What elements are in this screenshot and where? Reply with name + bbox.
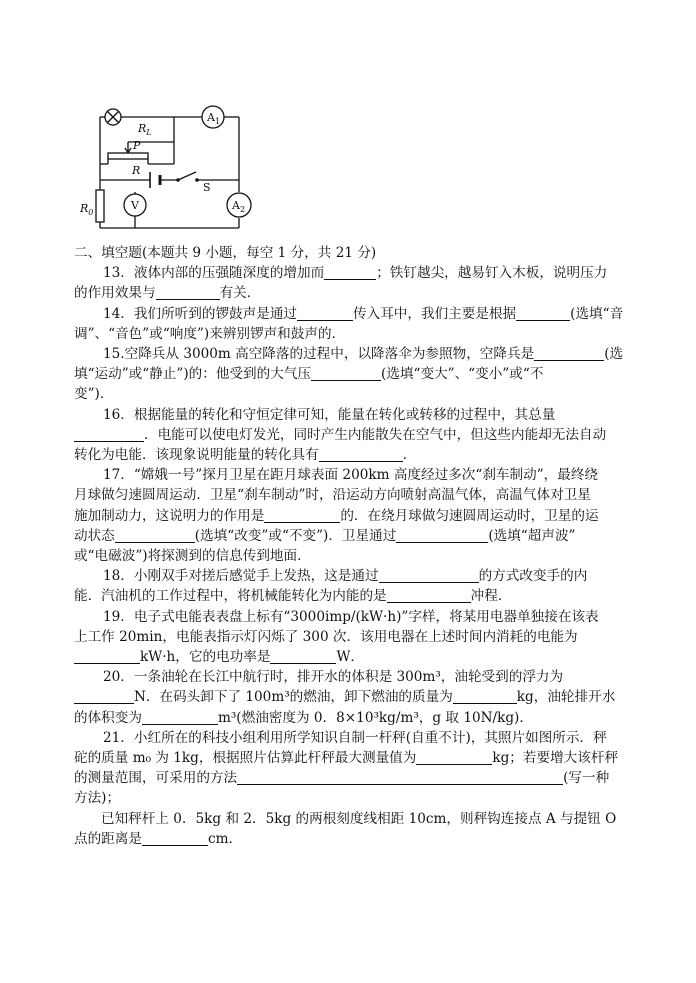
- q21-line3: 的测量范围，可采用的方法 (写一种: [74, 770, 610, 787]
- answer-blank[interactable]: [142, 831, 208, 846]
- q20-line2: N．在码头卸下了 100m³的燃油，卸下燃油的质量为 kg，油轮排开水: [74, 687, 634, 707]
- q20-line3: 的体积变为 m³(燃油密度为 0．8×10³kg/m³，g 取 10N/kg)．: [74, 709, 533, 726]
- answer-blank[interactable]: [156, 285, 220, 300]
- label-r0: $R_0$: [80, 202, 94, 217]
- q17-line2: 月球做匀速圆周运动．卫星“刹车制动”时，沿运动方向喷射高温气体，高温气体对卫星: [74, 487, 591, 504]
- answer-blank[interactable]: [142, 710, 218, 725]
- q19-line3: kW·h，它的电功率是 W．: [74, 647, 634, 667]
- rheostat-icon: [108, 153, 148, 159]
- answer-blank[interactable]: [74, 649, 140, 664]
- label-rl: $R_L$: [138, 122, 152, 137]
- section-heading: 二、填空题(本题共 9 小题，每空 1 分，共 21 分): [74, 245, 377, 261]
- circuit-diagram: [78, 92, 268, 232]
- q17-line1: 17．“嫦娥一号”探月卫星在距月球表面 200km 高度经过多次“刹车制动”，最终绕: [103, 467, 599, 484]
- q14-line2: 调”、“音色”或“响度”)来辨别锣声和鼓声的．: [74, 325, 346, 342]
- answer-blank[interactable]: [416, 750, 492, 765]
- answer-blank[interactable]: [270, 649, 336, 664]
- answer-blank[interactable]: [379, 568, 479, 583]
- q18-line1: 18．小刚双手对搓后感觉手上发热，这是通过 的方式改变手的内: [103, 568, 588, 585]
- q17-line3: 施加制动力，这说明力的作用是 的．在绕月球做匀速圆周运动时，卫星的运: [74, 507, 599, 524]
- label-a1: $A_1$: [207, 111, 221, 126]
- answer-blank[interactable]: [115, 528, 195, 543]
- q21-line6: 点的距离是 cm．: [74, 830, 243, 847]
- resistor-r0-icon: [96, 190, 104, 222]
- answer-blank[interactable]: [237, 770, 563, 785]
- q21-line2: 砣的质量 m₀ 为 1kg，根据照片估算此杆秤最大测量值为 kg；若要增大该杆秤: [74, 750, 619, 767]
- q21-line1: 21．小红所在的科技小组利用所学知识自制一杆秤(自重不计)，其照片如图所示．秤: [103, 729, 607, 746]
- answer-blank[interactable]: [319, 447, 403, 462]
- q13-line1: 13．液体内部的压强随深度的增加而 ；铁钉越尖，越易钉入木板，说明压力: [103, 265, 608, 282]
- q13-line2: 的作用效果与 有关．: [74, 285, 261, 302]
- q17-line4: 动状态 (选填“改变”或“不变”)．卫星通过 (选填“超声波”: [74, 527, 576, 544]
- q17-line5: 或“电磁波”)将探测到的信息传到地面．: [74, 548, 311, 565]
- q15-line3: 变”)．: [74, 386, 114, 403]
- q16-line2: ．电能可以使电灯发光，同时产生内能散失在空气中，但这些内能却无法自动: [74, 425, 634, 445]
- fill-in-section: [74, 243, 634, 849]
- q20-line1: 20．一条油轮在长江中航行时，排开水的体积是 300m³，油轮受到的浮力为: [103, 669, 564, 686]
- lamp-icon: [105, 109, 121, 125]
- answer-blank[interactable]: [324, 265, 376, 280]
- switch-contact-icon: [176, 178, 180, 182]
- answer-blank[interactable]: [311, 366, 381, 381]
- q14-line1: 14．我们所听到的锣鼓声是通过 传入耳中，我们主要是根据 (选填“音: [103, 305, 624, 322]
- answer-blank[interactable]: [387, 588, 471, 603]
- q16-line1: 16．根据能量的转化和守恒定律可知，能量在转化或转移的过程中，其总量: [103, 406, 556, 423]
- q21-line4: 方法)；: [74, 790, 121, 807]
- label-s: S: [203, 181, 211, 194]
- q19-line2: 上工作 20min，电能表指示灯闪烁了 300 次．该用电器在上述时间内消耗的电能为: [74, 628, 578, 645]
- label-a2: $A_2$: [232, 199, 246, 214]
- answer-blank[interactable]: [264, 508, 340, 523]
- answer-blank[interactable]: [74, 427, 144, 442]
- answer-blank[interactable]: [297, 306, 353, 321]
- label-r: R: [132, 164, 141, 177]
- q18-line2: 能．汽油机的工作过程中，将机械能转化为内能的是 冲程．: [74, 588, 512, 605]
- q19-line1: 19．电子式电能表表盘上标有“3000imp/(kW·h)”字样，将某用电器单独接在该表: [103, 608, 599, 625]
- q15-line2: 填“运动”或“静止”)的：他受到的大气压 (选填“变大”、“变小”或“不: [74, 366, 544, 383]
- answer-blank[interactable]: [396, 528, 488, 543]
- q21-line5: 已知秤杆上 0．5kg 和 2．5kg 的两根刻度线相距 10cm，则秤钩连接点 A 与提钮 O: [101, 810, 617, 827]
- q15-line1: 15.空降兵从 3000m 高空降落的过程中，以降落伞为参照物，空降兵是 (选: [103, 346, 624, 363]
- answer-blank[interactable]: [453, 689, 517, 704]
- battery-icon: [150, 172, 160, 188]
- label-v: V: [131, 199, 139, 212]
- answer-blank[interactable]: [74, 689, 134, 704]
- label-p: P: [133, 139, 141, 152]
- answer-blank[interactable]: [534, 346, 604, 361]
- answer-blank[interactable]: [516, 306, 570, 321]
- q16-line3: 转化为电能．该现象说明能量的转化具有 ．: [74, 447, 417, 464]
